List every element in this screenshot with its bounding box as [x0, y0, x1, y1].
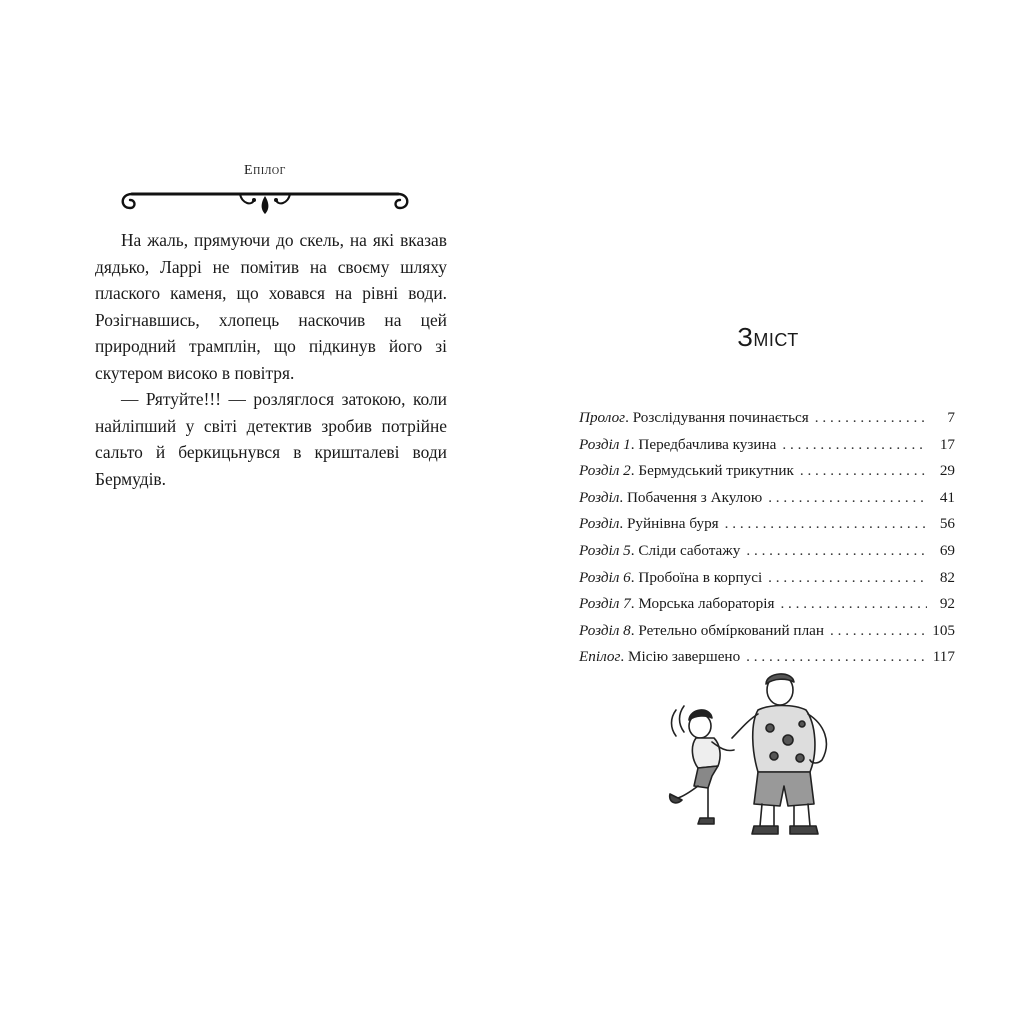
toc-entry-label: Розділ 2. Бермудський трикутник — [579, 462, 794, 480]
paragraph: На жаль, прямуючи до скель, на які вказав дядько, Ларрі не помітив на своєму шляху плаского каменя, що ховався на рівні води. Розігнавшись, хлопець наскочив на цей природний трамплін, що підкинув його зі скутером високо в повітря. — [95, 230, 447, 383]
toc-entry[interactable] — [579, 409, 955, 436]
toc-entry-prefix: Епілог — [579, 648, 621, 666]
toc-entry-label: Розділ. Руйнівна буря — [579, 515, 719, 533]
ornament-divider-icon — [118, 186, 412, 216]
toc-entry-label: Пролог. Розслідування починається — [579, 409, 809, 426]
dot-leader — [830, 622, 927, 640]
toc-entry-title: Ретельно обмíркований план — [638, 621, 825, 639]
paragraph: — Рятуйте!!! — розляглося затокою, коли найліпший у світі детектив зробив потрійне сальто й беркицьнувся в кришталеві води Бермудів. — [95, 389, 447, 489]
dot-leader — [768, 569, 927, 587]
boy-and-uncle-illustration-icon — [662, 668, 877, 843]
toc-entry-prefix: Розділ 5 — [579, 541, 631, 559]
toc-entry-prefix: Розділ 7 — [579, 595, 631, 613]
dot-leader — [746, 648, 927, 666]
toc-entry-prefix: Пролог — [579, 409, 626, 426]
toc-entry-title: Сліди саботажу — [638, 541, 741, 559]
toc-entry-label: Розділ 8. Ретельно обмíркований план — [579, 621, 825, 639]
toc-entry-prefix: Розділ — [579, 488, 620, 506]
toc-entry-prefix: Розділ — [579, 515, 620, 533]
toc-entry-label: Розділ 1. Передбачлива кузина — [579, 435, 777, 453]
toc-entry-page: 92 — [939, 595, 955, 613]
toc-entry[interactable] — [579, 462, 955, 489]
epilogue-text — [95, 227, 447, 492]
toc-entry-title: Морська лабораторія — [638, 595, 775, 613]
toc-entry-prefix: Розділ 8 — [579, 621, 631, 639]
dot-leader — [815, 409, 927, 427]
toc-entry-title: Передбачлива кузина — [638, 435, 777, 453]
toc-entry-page: 117 — [932, 648, 955, 666]
toc-entry-prefix: Розділ 6 — [579, 568, 631, 586]
toc-entry[interactable] — [579, 622, 955, 649]
toc-entry-page: 7 — [947, 409, 955, 426]
toc-entry-title: Розслідування починається — [632, 409, 809, 426]
toc-entry[interactable] — [579, 436, 955, 463]
toc-entry-title: Руйнівна буря — [626, 515, 719, 533]
dot-leader — [725, 515, 927, 533]
toc-entry-title: Пробоїна в корпусі — [638, 568, 763, 586]
table-of-contents — [579, 409, 955, 675]
toc-entry-page: 82 — [939, 568, 955, 586]
toc-entry-page: 56 — [939, 515, 955, 533]
toc-entry[interactable] — [579, 489, 955, 516]
dot-leader — [746, 542, 927, 560]
dot-leader — [780, 595, 927, 613]
toc-entry-page: 17 — [939, 435, 955, 453]
toc-entry[interactable] — [579, 595, 955, 622]
toc-entry-title: Побачення з Акулою — [626, 488, 763, 506]
toc-entry-page: 29 — [939, 462, 955, 480]
toc-entry-label: Розділ 6. Пробоїна в корпусі — [579, 568, 763, 586]
toc-entry-label: Розділ. Побачення з Акулою — [579, 488, 763, 506]
toc-entry-page: 105 — [932, 621, 955, 639]
toc-entry-title: Бермудський трикутник — [638, 462, 794, 480]
toc-entry[interactable] — [579, 542, 955, 569]
toc-entry-label: Розділ 7. Морська лабораторія — [579, 595, 775, 613]
right-page — [512, 0, 1024, 1024]
dot-leader — [782, 436, 927, 454]
toc-entry-label: Розділ 5. Сліди саботажу — [579, 541, 741, 559]
dot-leader — [800, 462, 927, 480]
toc-entry-page: 69 — [939, 541, 955, 559]
toc-entry-label: Епілог. Місію завершено — [579, 648, 741, 666]
toc-title: Зміст — [737, 322, 799, 352]
toc-entry-prefix: Розділ 2 — [579, 462, 631, 480]
toc-entry-prefix: Розділ 1 — [579, 435, 631, 453]
toc-entry-page: 41 — [939, 488, 955, 506]
running-head: Епілог — [244, 163, 286, 178]
dot-leader — [768, 489, 927, 507]
toc-entry[interactable] — [579, 515, 955, 542]
toc-entry[interactable] — [579, 569, 955, 596]
toc-entry-title: Місію завершено — [628, 648, 741, 666]
